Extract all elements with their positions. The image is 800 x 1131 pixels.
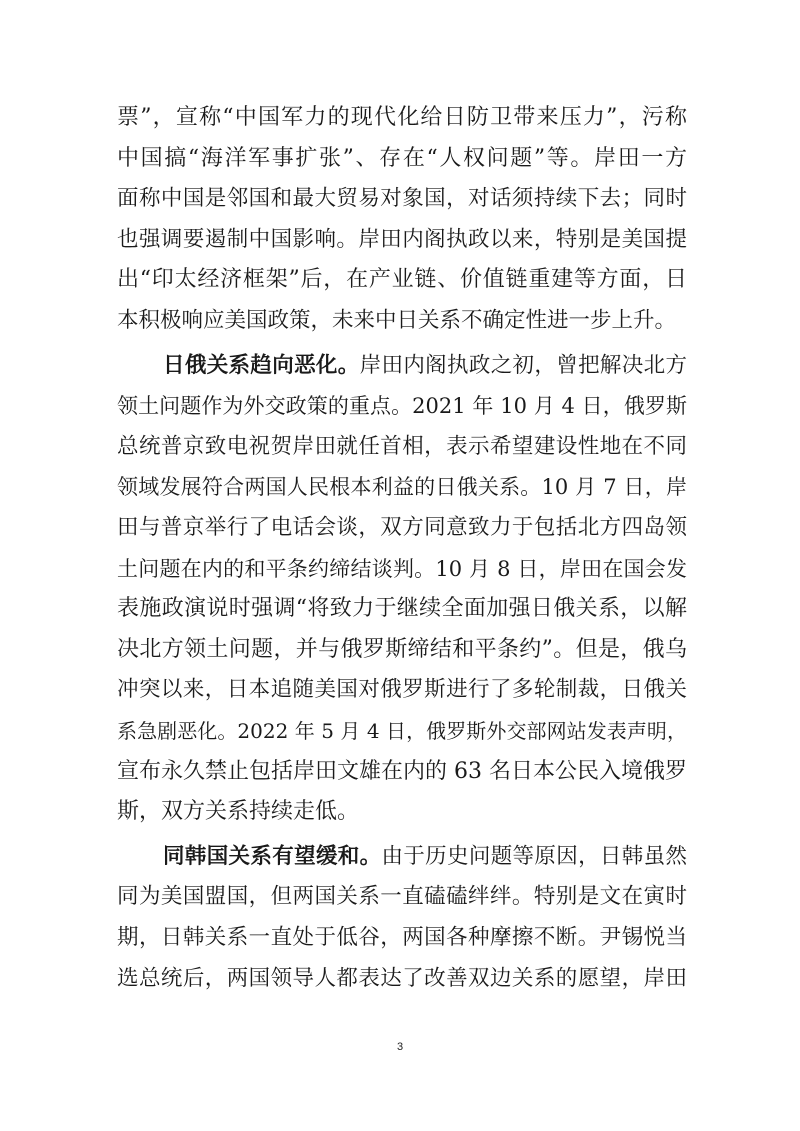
paragraph-line: 同为美国盟国，但两国关系一直磕磕绊绊。特别是文在寅时 [117,884,687,910]
paragraph-line: 本积极响应美国政策，未来中日关系不确定性进一步上升。 [117,308,677,333]
paragraph-line: 出“印太经济框架”后，在产业链、价值链重建等方面，日 [117,267,687,293]
paragraph-line: 土问题在内的和平条约缔结谈判。10 月 8 日，岸田在国会发 [117,556,687,581]
paragraph-line: 领域发展符合两国人民根本利益的日俄关系。10 月 7 日，岸 [117,475,687,500]
paragraph-line: 系急剧恶化。2022 年 5 月 4 日，俄罗斯外交部网站发表声明， [117,719,687,743]
section-heading: 同韩国关系有望缓和。 [163,843,382,869]
paragraph-line: 也强调要遏制中国影响。岸田内阁执政以来，特别是美国提 [117,226,687,252]
paragraph-line: 领土问题作为外交政策的重点。2021 年 10 月 4 日，俄罗斯 [117,394,687,419]
paragraph-line: 总统普京致电祝贺岸田就任首相，表示希望建设性地在不同 [117,433,687,459]
paragraph-text: 岸田内阁执政之初，曾把解决北方 [359,352,687,378]
section-heading: 日俄关系趋向恶化。 [163,352,360,378]
paragraph-line: 面称中国是邻国和最大贸易对象国，对话须持续下去；同时 [117,186,687,212]
paragraph-line: 表施政演说时强调“将致力于继续全面加强日俄关系，以解 [117,596,687,622]
paragraph-line: 宣布永久禁止包括岸田文雄在内的 63 名日本公民入境俄罗 [117,758,687,784]
paragraph-line: 田与普京举行了电话会谈，双方同意致力于包括北方四岛领 [117,515,687,540]
paragraph-line: 决北方领土问题，并与俄罗斯缔结和平条约”。但是，俄乌 [117,636,687,662]
paragraph-text: 由于历史问题等原因，日韩虽然 [381,843,687,869]
paragraph-line: 冲突以来，日本追随美国对俄罗斯进行了多轮制裁，日俄关 [117,677,687,703]
paragraph-line: 选总统后，两国领导人都表达了改善双边关系的愿望，岸田 [117,965,687,991]
paragraph-first-line [163,837,687,877]
paragraph-line: 期，日韩关系一直处于低谷，两国各种摩擦不断。尹锡悦当 [117,925,687,950]
paragraph-first-line [163,346,687,386]
paragraph-line: 票”，宣称“中国军力的现代化给日防卫带来压力”，污称 [117,105,687,130]
paragraph-line: 中国搞“海洋军事扩张”、存在“人权问题”等。岸田一方 [117,145,687,171]
paragraph-line: 斯，双方关系持续走低。 [117,799,360,825]
page-number: 3 [396,1041,404,1053]
